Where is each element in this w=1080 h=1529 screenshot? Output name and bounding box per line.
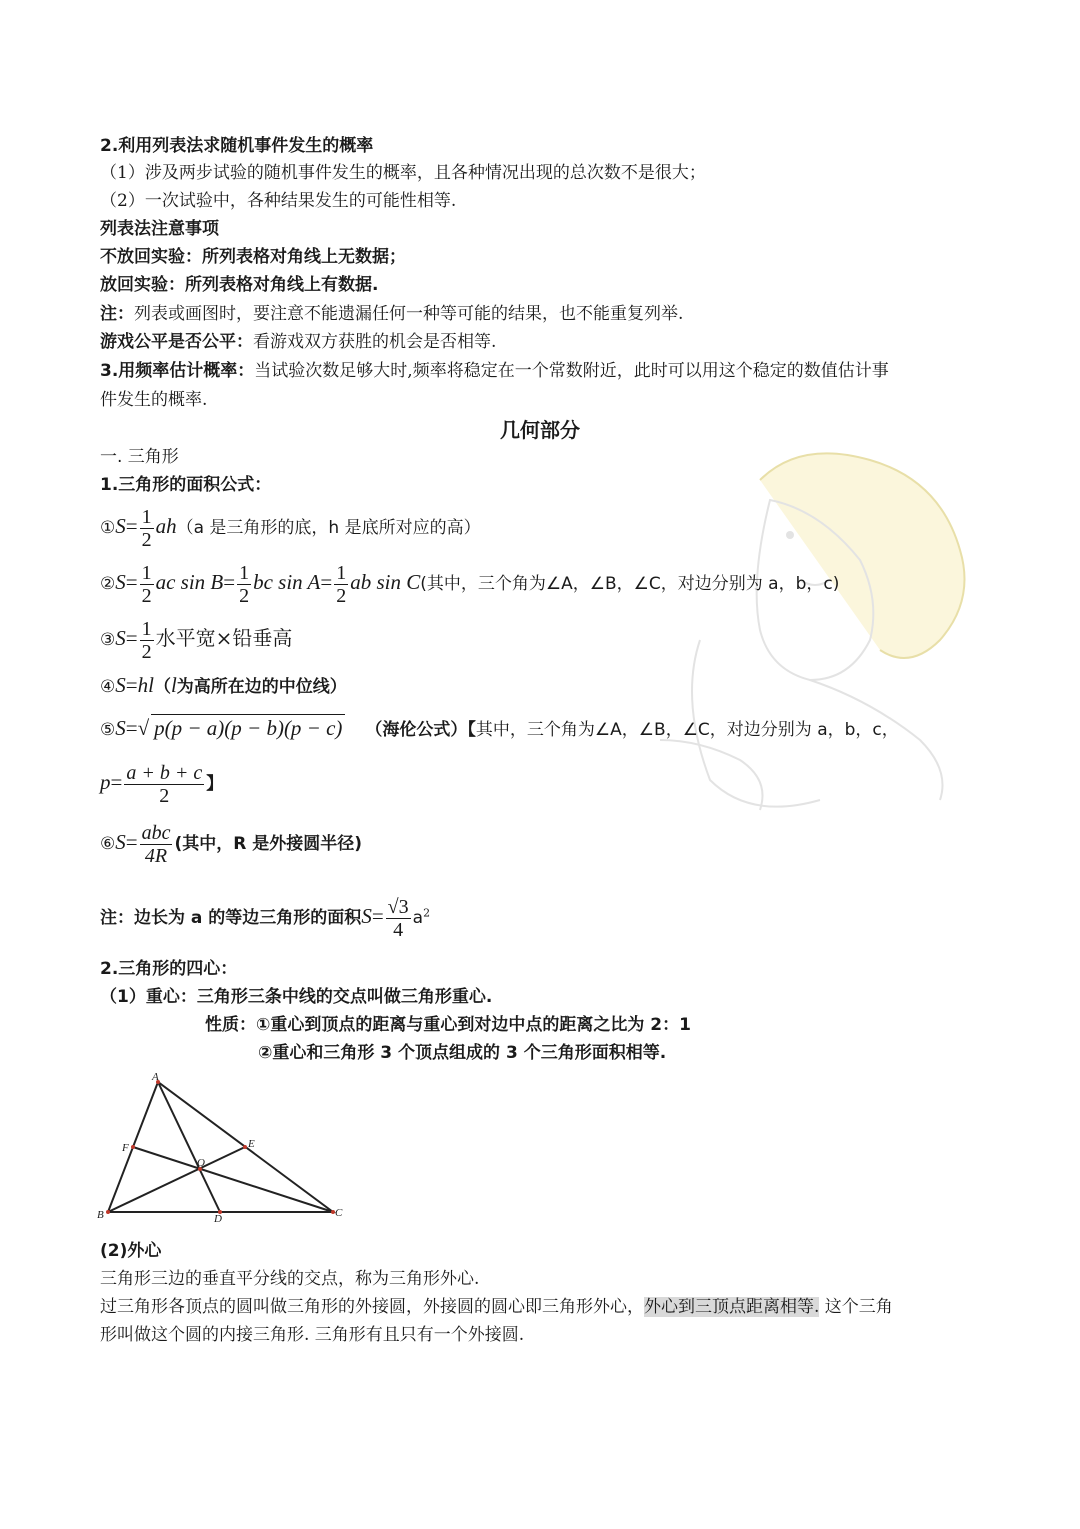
- no-replacement-rule: 不放回实验：所列表格对角线上无数据；: [100, 247, 406, 267]
- formula-3-text: 水平宽×铅垂高: [155, 626, 293, 650]
- formula-3: ③S= $\frac{1}{2}$ 水平宽×铅垂高: [100, 618, 293, 663]
- fraction-half: $\frac{1}{2}$: [141, 562, 152, 607]
- triangle-abc: [108, 1082, 333, 1212]
- fairness-text: 看游戏双方获胜的机会是否相等.: [253, 332, 497, 352]
- highlighted-text: 外心到三顶点距离相等.: [644, 1297, 820, 1317]
- formula-1: [100, 506, 481, 551]
- term-ah: ah: [155, 514, 177, 538]
- symbol-l: l: [170, 673, 177, 697]
- fairness-line: [100, 329, 496, 355]
- heron-radicand: p(p − a)(p − b)(p − c): [151, 714, 345, 741]
- frequency-label: 3.用频率估计概率：: [100, 361, 255, 381]
- fraction-half: $\frac{1}{2}$: [336, 562, 347, 607]
- note-text: 列表或画图时，要注意不能遗漏任何一种等可能的结果，也不能重复列举.: [134, 304, 684, 324]
- fairness-label: 游戏公平是否公平：: [100, 332, 253, 352]
- formula-4: ④S=hl（l为高所在边的中位线）: [100, 673, 347, 697]
- centroid-property-1: 性质：①重心到顶点的距离与重心到对边中点的距离之比为 2：1: [205, 1015, 691, 1035]
- heading-list-method: 2.利用列表法求随机事件发生的概率: [100, 136, 374, 156]
- fraction-half: $\frac{1}{2}$: [239, 562, 250, 607]
- formula-5-note: 其中，三个角为∠A，∠B，∠C，对边分别为 a，b，c，: [475, 720, 899, 740]
- fraction-sqrt3-4: $\frac{√3}{4}$: [387, 896, 409, 941]
- equilateral-note: 注：边长为 a 的等边三角形的面积S= $\frac{√3}{4}$ $a^2$: [100, 896, 431, 941]
- frequency-line-1: [100, 358, 889, 384]
- heading-notes: 列表法注意事项: [100, 219, 219, 239]
- circumcircle-line-2: 形叫做这个圆的内接三角形. 三角形有且只有一个外接圆.: [100, 1325, 525, 1345]
- fraction-half: $\frac{1}{2}$: [141, 506, 152, 551]
- label-d: D: [214, 1213, 222, 1225]
- centroid-triangle-diagram: [95, 1070, 355, 1230]
- heron-label: （海伦公式）【: [365, 720, 476, 740]
- equilateral-label: 注：边长为 a 的等边三角形的面积: [100, 908, 362, 928]
- formula-1-note: （a 是三角形的底，h 是底所对应的高）: [176, 518, 481, 538]
- equals: =: [125, 514, 138, 538]
- formula-number: ③: [100, 630, 116, 650]
- frequency-text: 当试验次数足够大时,频率将稳定在一个常数附近，此时可以用这个稳定的数值估计事: [254, 361, 889, 381]
- condition-2: （2）一次试验中，各种结果发生的可能性相等.: [100, 191, 457, 211]
- formula-6-note: (其中，R 是外接圆半径): [174, 834, 363, 854]
- formula-number: ⑥: [100, 834, 116, 854]
- term-bcsina: bc sin A: [253, 570, 321, 594]
- replacement-rule: 放回实验：所列表格对角线上有数据.: [100, 275, 379, 295]
- area-formula-heading: 1.三角形的面积公式：: [100, 475, 272, 495]
- symbol-s: S: [115, 514, 126, 538]
- formula-4-note: 为高所在边的中位线）: [176, 677, 347, 697]
- label-a: A: [152, 1071, 159, 1083]
- circumcircle-line-1: 过三角形各顶点的圆叫做三角形的外接圆，外接圆的圆心即三角形外心，外心到三顶点距离相等. 这个三角: [100, 1297, 893, 1317]
- note-label: 注：: [100, 304, 134, 324]
- formula-2: ②S= $\frac{1}{2}$ ac sin B= $\frac{1}{2}$ bc sin A= $\frac{1}{2}$ ab sin C(其中，三个角为∠A，∠B，∠C，对边分别为 a，b，c): [100, 562, 840, 607]
- median-cf: [133, 1147, 333, 1212]
- fraction-half: $\frac{1}{2}$: [141, 618, 152, 663]
- circumcenter-heading: (2)外心: [100, 1241, 162, 1261]
- label-c: C: [335, 1207, 343, 1219]
- formula-number: ⑤: [100, 720, 116, 740]
- condition-1: （1）涉及两步试验的随机事件发生的概率，且各种情况出现的总次数不是很大；: [100, 163, 706, 183]
- formula-number: ④: [100, 677, 116, 697]
- centroid-definition: （1）重心：三角形三条中线的交点叫做三角形重心.: [100, 987, 493, 1007]
- note-line: [100, 301, 683, 327]
- formula-number: ①: [100, 518, 116, 538]
- cartoon-girl-watermark: [640, 440, 1000, 830]
- fraction-abc-4r: $\frac{\text{abc}}{4R}$: [141, 822, 171, 867]
- median-ad: [158, 1082, 220, 1212]
- heron-p-definition: p= $\frac{a + b + c}{2}$ 】: [100, 762, 224, 807]
- label-f: F: [122, 1142, 129, 1154]
- fraction-semi-perimeter: $\frac{a + b + c}{2}$: [126, 762, 203, 807]
- geometry-title: 几何部分: [500, 418, 580, 442]
- label-e: E: [248, 1138, 255, 1150]
- section-triangle: 一. 三角形: [100, 447, 179, 467]
- label-o: O: [197, 1157, 205, 1169]
- frequency-line-2: 件发生的概率.: [100, 390, 208, 410]
- circumcenter-definition: 三角形三边的垂直平分线的交点，称为三角形外心.: [100, 1269, 480, 1289]
- term-absinc: ab sin C: [350, 570, 421, 594]
- four-centers-heading: 2.三角形的四心：: [100, 959, 238, 979]
- label-b: B: [97, 1209, 104, 1221]
- formula-6: ⑥S= $\frac{\text{abc}}{4R}$ (其中，R 是外接圆半径): [100, 822, 363, 867]
- formula-number: ②: [100, 574, 116, 594]
- term-hl: hl: [137, 673, 154, 697]
- formula-2-note: (其中，三个角为∠A，∠B，∠C，对边分别为 a，b，c): [420, 574, 840, 594]
- term-acsinb: ac sin B: [155, 570, 224, 594]
- centroid-property-2: ②重心和三角形 3 个顶点组成的 3 个三角形面积相等.: [258, 1043, 667, 1063]
- formula-5: ⑤S=√ p(p − a)(p − b)(p − c) （海伦公式）【其中，三个角为∠A，∠B，∠C，对边分别为 a，b，c，: [100, 716, 899, 740]
